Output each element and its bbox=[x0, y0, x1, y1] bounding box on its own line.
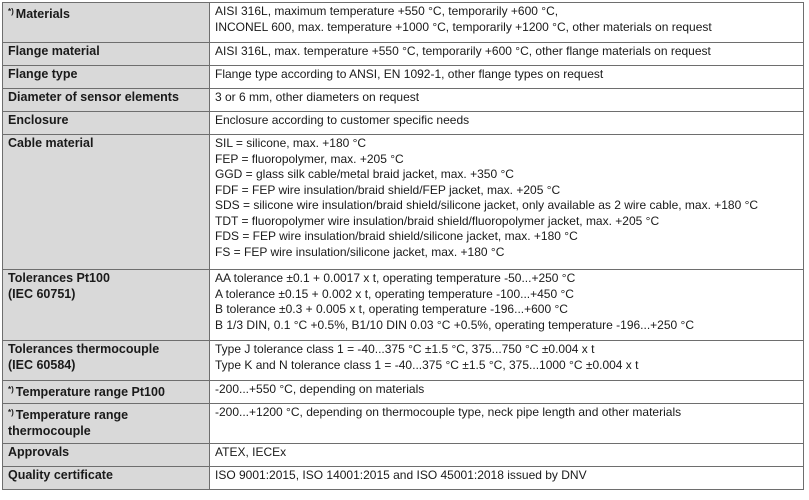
spec-row bbox=[3, 135, 804, 270]
spec-label-cell bbox=[3, 341, 210, 381]
spec-label: Approvals bbox=[8, 445, 70, 459]
spec-value-cell bbox=[210, 341, 804, 381]
spec-label: Tolerances Pt100 bbox=[8, 271, 110, 285]
spec-value-line: FDF = FEP wire insulation/braid shield/FEP jacket, max. +205 °C bbox=[215, 182, 561, 197]
spec-row bbox=[3, 444, 804, 467]
spec-value-line: 3 or 6 mm, other diameters on request bbox=[215, 90, 420, 104]
spec-label-continuation: thermocouple bbox=[8, 423, 91, 438]
spec-value-line: SIL = silicone, max. +180 °C bbox=[215, 136, 367, 150]
spec-value-line: B 1/3 DIN, 0.1 °C +0.5%, B1/10 DIN 0.03 °C +0.5%, operating temperature -196...+250 °C bbox=[215, 317, 694, 332]
spec-value-line: ATEX, IECEx bbox=[215, 445, 287, 459]
spec-label-cell bbox=[3, 43, 210, 66]
footnote-marker: *) bbox=[8, 7, 14, 16]
spec-value-cell bbox=[210, 467, 804, 490]
spec-value-cell bbox=[210, 381, 804, 404]
spec-label-cell bbox=[3, 444, 210, 467]
spec-value-line: -200...+550 °C, depending on materials bbox=[215, 382, 425, 396]
spec-value-line: Enclosure according to customer specific needs bbox=[215, 113, 470, 127]
spec-value-cell bbox=[210, 3, 804, 43]
spec-label: Flange type bbox=[8, 67, 78, 81]
spec-value-line: AISI 316L, maximum temperature +550 °C, temporarily +600 °C, bbox=[215, 4, 559, 18]
spec-label: Temperature range bbox=[15, 408, 129, 422]
spec-label-cell bbox=[3, 467, 210, 490]
spec-value-cell bbox=[210, 404, 804, 444]
spec-label-cell bbox=[3, 381, 210, 404]
spec-label-cell bbox=[3, 135, 210, 270]
footnote-marker: *) bbox=[8, 408, 14, 417]
spec-label: Quality certificate bbox=[8, 468, 113, 482]
spec-value-line: GGD = glass silk cable/metal braid jacket, max. +350 °C bbox=[215, 167, 514, 181]
spec-value-line: FDS = FEP wire insulation/braid shield/silicone jacket, max. +180 °C bbox=[215, 229, 578, 243]
spec-value-cell bbox=[210, 89, 804, 112]
spec-value-line: TDT = fluoropolymer wire insulation/braid shield/fluoropolymer jacket, max. +205 °C bbox=[215, 213, 660, 228]
spec-label-cell bbox=[3, 404, 210, 444]
specification-table bbox=[2, 2, 804, 490]
spec-label-cell bbox=[3, 112, 210, 135]
spec-label: Flange material bbox=[8, 44, 100, 58]
spec-row bbox=[3, 404, 804, 444]
spec-value-line: INCONEL 600, max. temperature +1000 °C, temporarily +1200 °C, other materials on request bbox=[215, 19, 712, 34]
spec-row bbox=[3, 66, 804, 89]
spec-value-line: Type K and N tolerance class 1 = -40...375 °C ±1.5 °C, 375...1000 °C ±0.004 x t bbox=[215, 357, 639, 372]
spec-value-line: ISO 9001:2015, ISO 14001:2015 and ISO 45001:2018 issued by DNV bbox=[215, 468, 587, 482]
spec-value-line: SDS = silicone wire insulation/braid shield/silicone jacket, only available as 2 wire cable, max. +180 °C bbox=[215, 198, 759, 212]
spec-row bbox=[3, 112, 804, 135]
spec-label-cell bbox=[3, 270, 210, 341]
spec-value-line: B tolerance ±0.3 + 0.005 x t, operating temperature -196...+600 °C bbox=[215, 302, 568, 316]
spec-row bbox=[3, 89, 804, 112]
spec-row bbox=[3, 3, 804, 43]
spec-label-continuation: (IEC 60584) bbox=[8, 357, 76, 372]
spec-row bbox=[3, 270, 804, 341]
spec-value-line: FEP = fluoropolymer, max. +205 °C bbox=[215, 151, 404, 166]
spec-label: Temperature range Pt100 bbox=[15, 385, 165, 399]
spec-row bbox=[3, 467, 804, 490]
spec-label: Enclosure bbox=[8, 113, 69, 127]
spec-value-cell bbox=[210, 135, 804, 270]
spec-value-line: AISI 316L, max. temperature +550 °C, temporarily +600 °C, other flange materials on request bbox=[215, 44, 711, 58]
spec-value-cell bbox=[210, 43, 804, 66]
spec-value-cell bbox=[210, 270, 804, 341]
spec-label: Cable material bbox=[8, 136, 94, 150]
spec-label-cell bbox=[3, 89, 210, 112]
spec-label-cell bbox=[3, 3, 210, 43]
spec-row bbox=[3, 341, 804, 381]
spec-row bbox=[3, 43, 804, 66]
spec-value-line: FS = FEP wire insulation/silicone jacket, max. +180 °C bbox=[215, 244, 505, 259]
spec-label: Materials bbox=[15, 7, 70, 21]
spec-value-line: A tolerance ±0.15 + 0.002 x t, operating temperature -100...+450 °C bbox=[215, 286, 574, 301]
spec-label-continuation: (IEC 60751) bbox=[8, 286, 76, 301]
footnote-marker: *) bbox=[8, 385, 14, 394]
spec-value-cell bbox=[210, 112, 804, 135]
specification-table-body bbox=[3, 3, 804, 490]
spec-value-line: Flange type according to ANSI, EN 1092-1, other flange types on request bbox=[215, 67, 604, 81]
spec-value-line: AA tolerance ±0.1 + 0.0017 x t, operating temperature -50...+250 °C bbox=[215, 271, 576, 285]
spec-value-cell bbox=[210, 66, 804, 89]
spec-label-cell bbox=[3, 66, 210, 89]
spec-label: Tolerances thermocouple bbox=[8, 342, 160, 356]
spec-row bbox=[3, 381, 804, 404]
spec-value-line: Type J tolerance class 1 = -40...375 °C ±1.5 °C, 375...750 °C ±0.004 x t bbox=[215, 342, 595, 356]
spec-value-line: -200...+1200 °C, depending on thermocouple type, neck pipe length and other materials bbox=[215, 405, 682, 419]
spec-label: Diameter of sensor elements bbox=[8, 90, 179, 104]
spec-value-cell bbox=[210, 444, 804, 467]
